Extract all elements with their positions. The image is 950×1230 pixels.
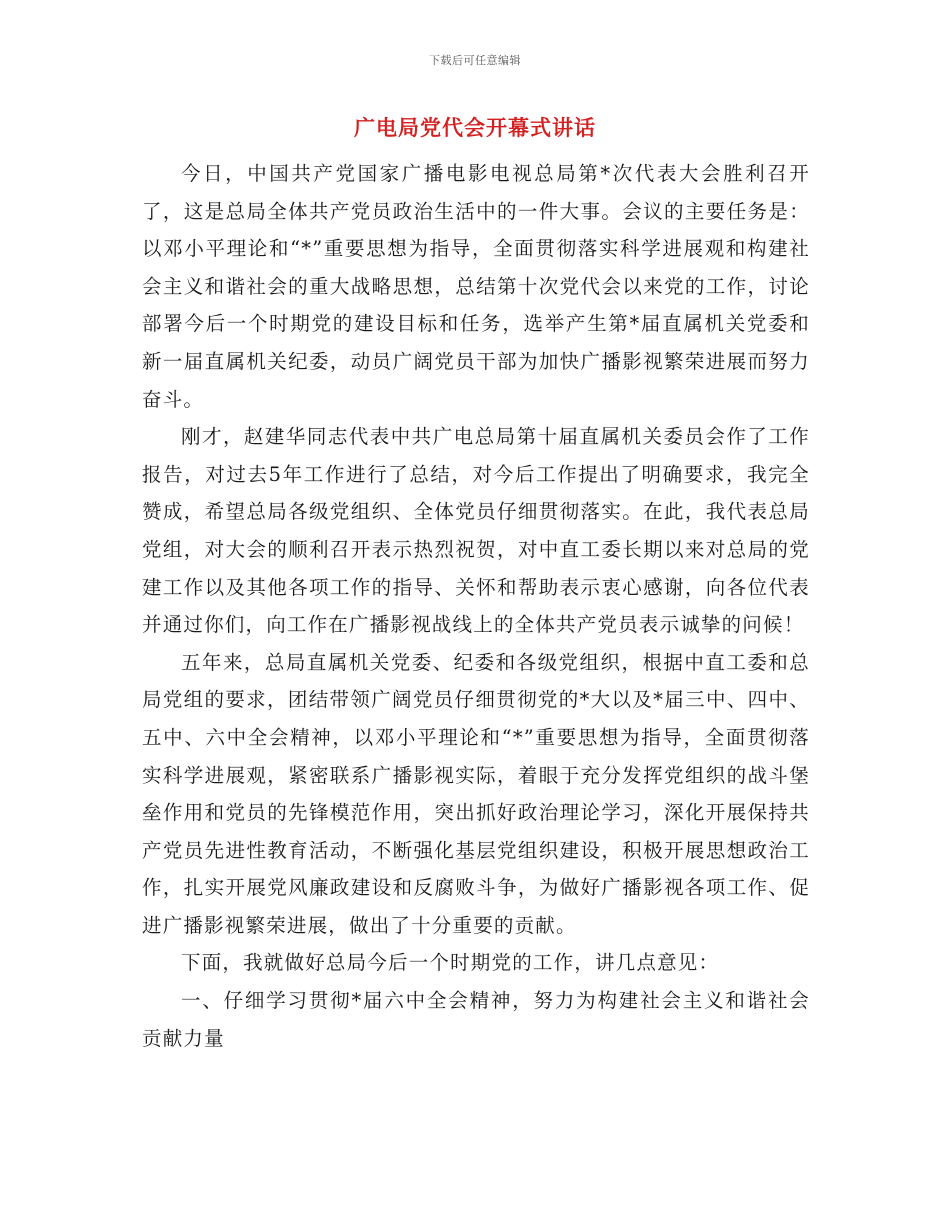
document-body: [142, 155, 810, 1057]
document-title: 广电局党代会开幕式讲话: [354, 116, 596, 140]
paragraph-point-one: 一、仔细学习贯彻*届六中全会精神，努力为构建社会主义和谐社会贡献力量: [142, 989, 810, 1050]
paragraph-report: 刚才，赵建华同志代表中共广电总局第十届直属机关委员会作了工作报告，对过去5年工作进行了总结，对今后工作提出了明确要求，我完全赞成，希望总局各级党组织、全体党员仔细贯彻落实。在此，我代表总局党组，对大会的顺利召开表示热烈祝贺，对中直工委长期以来对总局的党建工作以及其他各项工作的指导、关怀和帮助表示衷心感谢，向各位代表并通过你们，向工作在广播影视战线上的全体共产党员表示诚挚的问候！: [142, 425, 810, 637]
paragraph-opening: 今日，中国共产党国家广播电影电视总局第*次代表大会胜利召开了，这是总局全体共产党员政治生活中的一件大事。会议的主要任务是：以邓小平理论和“*”重要思想为指导，全面贯彻落实科学进展观和构建社会主义和谐社会的重大战略思想，总结第十次党代会以来党的工作，讨论部署今后一个时期党的建设目标和任务，选举产生第*届直属机关党委和新一届直属机关纪委，动员广阔党员干部为加快广播影视繁荣进展而努力奋斗。: [142, 162, 810, 411]
paragraph-intro-points: 下面，我就做好总局今后一个时期党的工作，讲几点意见：: [181, 951, 720, 975]
header-note: 下载后可任意编辑: [429, 54, 521, 67]
paragraph-achievements: 五年来，总局直属机关党委、纪委和各级党组织，根据中直工委和总局党组的要求，团结带领广阔党员仔细贯彻党的*大以及*届三中、四中、五中、六中全会精神，以邓小平理论和“*”重要思想为指导，全面贯彻落实科学进展观，紧密联系广播影视实际，着眼于充分发挥党组织的战斗堡垒作用和党员的先锋模范作用，突出抓好政治理论学习，深化开展保持共产党员先进性教育活动，不断强化基层党组织建设，积极开展思想政治工作，扎实开展党风廉政建设和反腐败斗争，为做好广播影视各项工作、促进广播影视繁荣进展，做出了十分重要的贡献。: [142, 650, 810, 937]
